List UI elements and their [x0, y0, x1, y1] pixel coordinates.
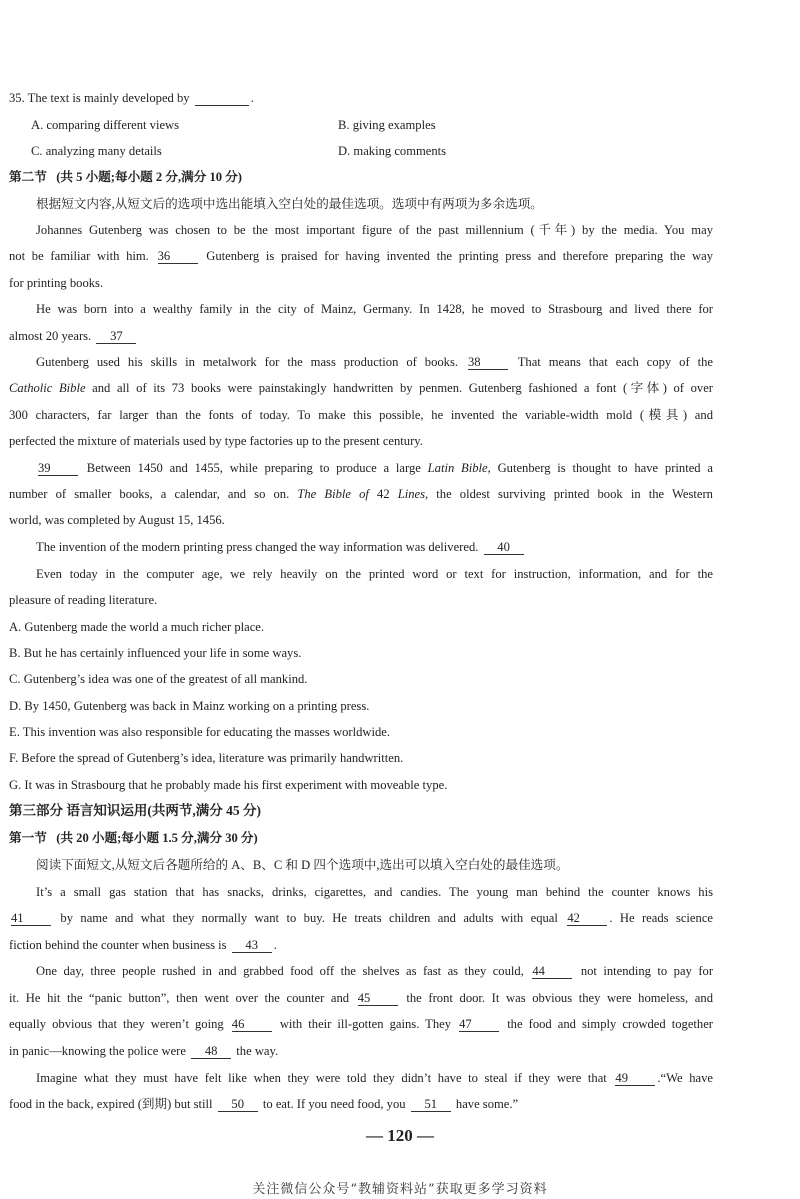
passage2-p1-line3: for printing books.	[9, 276, 104, 290]
blank-48: 48	[191, 1044, 231, 1059]
part3-section1-heading: 第一节 (共 20 小题;每小题 1.5 分,满分 30 分)	[9, 831, 258, 845]
section2-option-f: F. Before the spread of Gutenberg’s idea, literature was primarily handwritten.	[9, 751, 404, 765]
q35-option-d: D. making comments	[338, 144, 447, 158]
passage2-p3-line3: 300 characters, far larger than the fonts of today. To make this possible, he invented the variable-width mold (模具) and	[9, 408, 713, 422]
passage2-p3-line2: Catholic Bible and all of its 73 books were painstakingly handwritten by penmen. Gutenberg fashioned a font (字体) of over	[9, 381, 713, 395]
passage2-p4-line2: number of smaller books, a calendar, and so on. The Bible of 42 Lines, the oldest surviving printed book in the Western	[9, 487, 713, 501]
q35-option-c: C. analyzing many details	[31, 144, 162, 158]
passage3-p2-line4: in panic—knowing the police were 48 the way.	[9, 1044, 279, 1058]
section2-option-b: B. But he has certainly influenced your life in some ways.	[9, 646, 302, 660]
passage3-p1-line3: fiction behind the counter when business is 43 .	[9, 938, 277, 952]
part3-instruction: 阅读下面短文,从短文后各题所给的 A、B、C 和 D 四个选项中,选出可以填入空白处的最佳选项。	[36, 858, 569, 872]
blank-37: 37	[96, 329, 136, 344]
passage2-p4-line1: 39 Between 1450 and 1455, while preparing to produce a large Latin Bible, Gutenberg is thought to have printed a	[38, 461, 713, 475]
part3-heading: 第三部分 语言知识运用(共两节,满分 45 分)	[9, 803, 261, 818]
passage3-p3-line1: Imagine what they must have felt like when they were told they didn’t have to steal if they were that 49 .“We have	[36, 1071, 713, 1085]
section2-option-g: G. It was in Strasbourg that he probably made his first experiment with moveable type.	[9, 778, 448, 792]
blank-47: 47	[459, 1017, 499, 1032]
section2-option-c: C. Gutenberg’s idea was one of the greatest of all mankind.	[9, 672, 308, 686]
passage2-p3-line4: perfected the mixture of materials used by type factories up to the present century.	[9, 434, 423, 448]
page-number: — 120 —	[366, 1126, 434, 1145]
section2-option-e: E. This invention was also responsible for educating the masses worldwide.	[9, 725, 391, 739]
passage3-p1-line1: It’s a small gas station that has snacks, drinks, cigarettes, and candies. The young man behind the counter knows his	[36, 885, 713, 899]
blank-42: 42	[567, 911, 607, 926]
blank-44: 44	[532, 964, 572, 979]
passage2-p5-line1: The invention of the modern printing press changed the way information was delivered. 40	[36, 539, 526, 555]
section2-option-d: D. By 1450, Gutenberg was back in Mainz working on a printing press.	[9, 699, 370, 713]
blank-41: 41	[11, 911, 51, 926]
blank-51: 51	[411, 1097, 451, 1112]
section2-heading: 第二节 (共 5 小题;每小题 2 分,满分 10 分)	[9, 170, 242, 184]
blank-50: 50	[218, 1097, 258, 1112]
q35-option-a: A. comparing different views	[31, 118, 180, 132]
section2-option-a: A. Gutenberg made the world a much richer place.	[9, 620, 265, 634]
passage2-p2-line2: almost 20 years. 37	[9, 328, 138, 344]
passage3-p3-line2: food in the back, expired (到期) but still 50 to eat. If you need food, you 51 have some.”	[9, 1097, 519, 1111]
passage3-p2-line3: equally obvious that they weren’t going 46 with their ill-gotten gains. They 47 the food and simply crowded together	[9, 1017, 714, 1031]
passage2-p3-line1: Gutenberg used his skills in metalwork for the mass production of books. 38 That means that each copy of the	[36, 355, 714, 369]
passage3-p1-line2: 41 by name and what they normally want to buy. He treats children and adults with equal 42 . He reads science	[11, 911, 714, 925]
passage3-p2-line2: it. He hit the “panic button”, then went over the counter and 45 the front door. It was obvious they were homeless, and	[9, 991, 713, 1005]
blank-45: 45	[358, 991, 398, 1006]
passage2-p6-line1: Even today in the computer age, we rely heavily on the printed word or text for instruction, information, and for the	[36, 567, 713, 581]
section2-instruction: 根据短文内容,从短文后的选项中选出能填入空白处的最佳选项。选项中有两项为多余选项。	[36, 197, 543, 211]
q35-option-b: B. giving examples	[338, 118, 436, 132]
blank-38: 38	[468, 355, 508, 370]
blank-43: 43	[232, 938, 272, 953]
blank-49: 49	[615, 1071, 655, 1086]
blank-39: 39	[38, 461, 78, 476]
blank-46: 46	[232, 1017, 272, 1032]
q35-stem: 35. The text is mainly developed by .	[9, 91, 254, 105]
blank-36: 36	[158, 249, 198, 264]
passage2-p2-line1: He was born into a wealthy family in the city of Mainz, Germany. In 1428, he moved to Strasbourg and lived there for	[36, 302, 713, 316]
passage2-p1-line1: Johannes Gutenberg was chosen to be the most important figure of the past millennium (千年) by the media. You may	[36, 223, 713, 237]
passage2-p6-line2: pleasure of reading literature.	[9, 593, 158, 607]
footer-watermark: 关注微信公众号“教辅资料站”获取更多学习资料	[252, 1182, 548, 1197]
blank-40: 40	[484, 540, 524, 555]
passage2-p1-line2: not be familiar with him. 36 Gutenberg is praised for having invented the printing press and therefore preparing the way	[9, 249, 713, 263]
passage3-p2-line1: One day, three people rushed in and grabbed food off the shelves as fast as they could, 44 not intending to pay for	[36, 964, 714, 978]
passage2-p4-line3: world, was completed by August 15, 1456.	[9, 513, 225, 527]
q35-blank	[195, 91, 249, 106]
